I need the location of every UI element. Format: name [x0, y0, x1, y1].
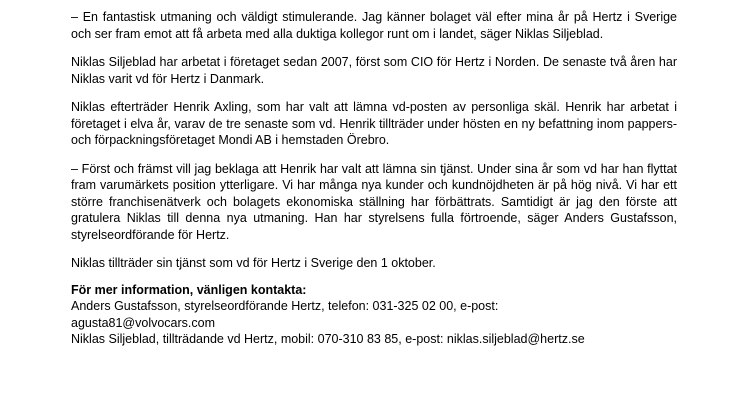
paragraph-quote-niklas: – En fantastisk utmaning och väldigt stimulerande. Jag känner bolaget väl efter mina år på Hertz i Sverige och ser fram emot att få arbeta med alla duktiga kollegor runt om i landet, säger Niklas Siljeblad.	[71, 10, 677, 41]
paragraph-henrik-axling: Niklas efterträder Henrik Axling, som har valt att lämna vd-posten av personliga skäl. Henrik har arbetat i företaget i elva år, varav de tre senaste som vd. Henrik tillträder under hösten en ny befattning inom pappers- och förpackningsföretaget Mondi AB i hemstaden Örebro.	[71, 100, 677, 147]
document-body	[71, 9, 677, 348]
paragraph-niklas-background: Niklas Siljeblad har arbetat i företaget sedan 2007, först som CIO för Hertz i Norden. De senaste två åren har Niklas varit vd för Hertz i Danmark.	[71, 55, 677, 86]
contact-heading: För mer information, vänligen kontakta:	[71, 282, 307, 297]
paragraph-quote-anders: – Först och främst vill jag beklaga att Henrik har valt att lämna sin tjänst. Under sina år som vd har han flyttat fram varumärkets position ytterligare. Vi har många nya kunder och kundnöjdheten är på hög nivå. Vi har ett större franchisenätverk och bolagets ekonomiska ställning har förbättrats. Samtidigt är jag den förste att gratulera Niklas till denna nya utmaning. Han har styrelsens fulla förtroende, säger Anders Gustafsson, styrelseordförande för Hertz.	[71, 161, 677, 242]
contact-line-anders-email: agusta81@volvocars.com	[71, 315, 216, 330]
contact-line-anders: Anders Gustafsson, styrelseordförande Hertz, telefon: 031-325 02 00, e-post:	[71, 299, 499, 313]
contact-section	[71, 282, 677, 348]
paragraph-start-date: Niklas tillträder sin tjänst som vd för Hertz i Sverige den 1 oktober.	[71, 256, 436, 270]
contact-line-niklas: Niklas Siljeblad, tillträdande vd Hertz, mobil: 070-310 83 85, e-post: niklas.siljeblad@hertz.se	[71, 332, 585, 346]
